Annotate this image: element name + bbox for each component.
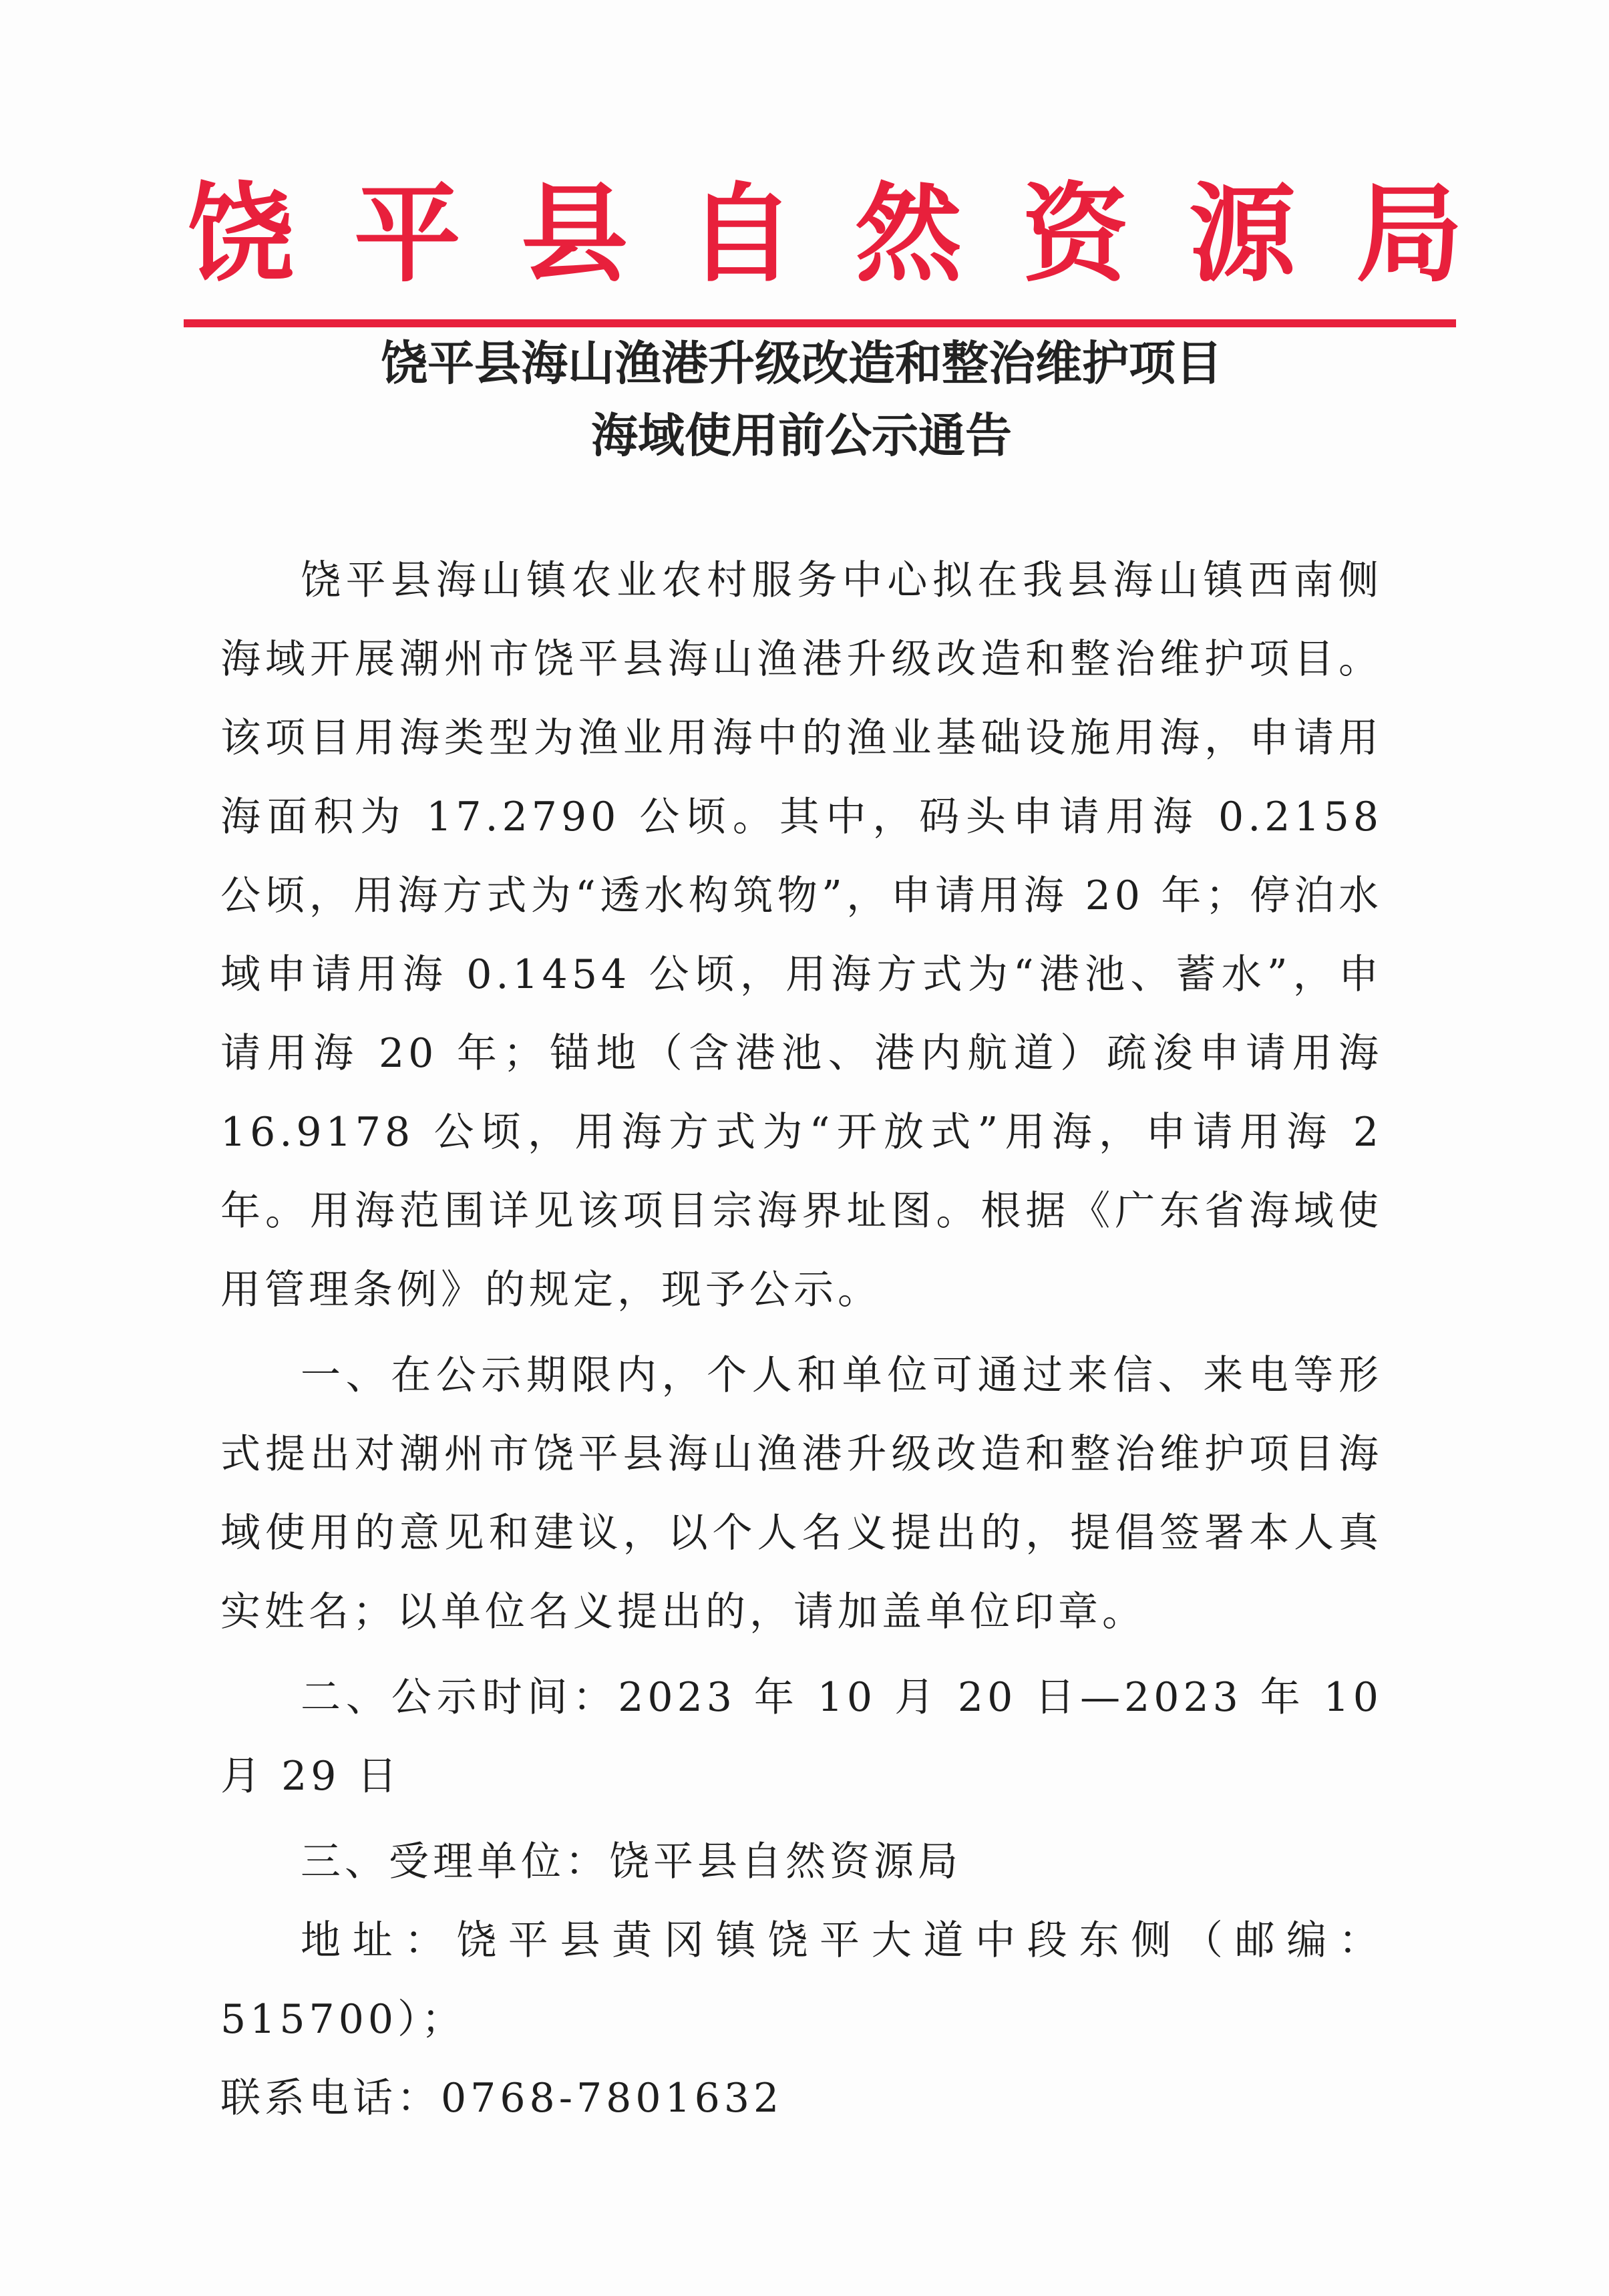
item-1-paragraph: 一、在公示期限内，个人和单位可通过来信、来电等形式提出对潮州市饶平县海山渔港升级改造和整治维护项目海域使用的意见和建议，以个人名义提出的，提倡签署本人真实姓名；以单位名义提出的，请加盖单位印章。: [220, 1352, 1383, 1635]
address-paragraph: 地址：饶平县黄冈镇饶平大道中段东侧（邮编：515700）；: [220, 1917, 1383, 2043]
item-3-paragraph: 三、受理单位：饶平县自然资源局: [301, 1838, 962, 1885]
intro-paragraph: 饶平县海山镇农业农村服务中心拟在我县海山镇西南侧海域开展潮州市饶平县海山渔港升级改造和整治维护项目。该项目用海类型为渔业用海中的渔业基础设施用海，申请用海面积为 17.2790 公顷。其中，码头申请用海 0.2158 公顷，用海方式为“透水构筑物”，申请用海 20 年；停泊水域申请用海 0.1454 公顷，用海方式为“港池、蓄水”，申请用海 20 年；锚地（含港池、港内航道）疏浚申请用海 16.9178 公顷，用海方式为“开放式”用海，申请用海 2 年。用海范围详见该项目宗海界址图。根据《广东省海域使用管理条例》的规定，现予公示。: [220, 557, 1383, 1313]
red-divider-rule: [184, 319, 1456, 327]
notice-title: [134, 327, 1469, 472]
phone-paragraph: 联系电话：0768-7801632: [220, 2075, 783, 2122]
item-2-paragraph: 二、公示时间：2023 年 10 月 20 日—2023 年 10 月 29 日: [220, 1674, 1383, 1800]
notice-body: [220, 541, 1383, 2138]
notice-title-line-1: 饶平县海山渔港升级改造和整治维护项目: [381, 335, 1222, 391]
notice-title-line-2: 海域使用前公示通告: [591, 407, 1012, 463]
agency-masthead: 饶平县自然资源局: [187, 171, 1524, 297]
